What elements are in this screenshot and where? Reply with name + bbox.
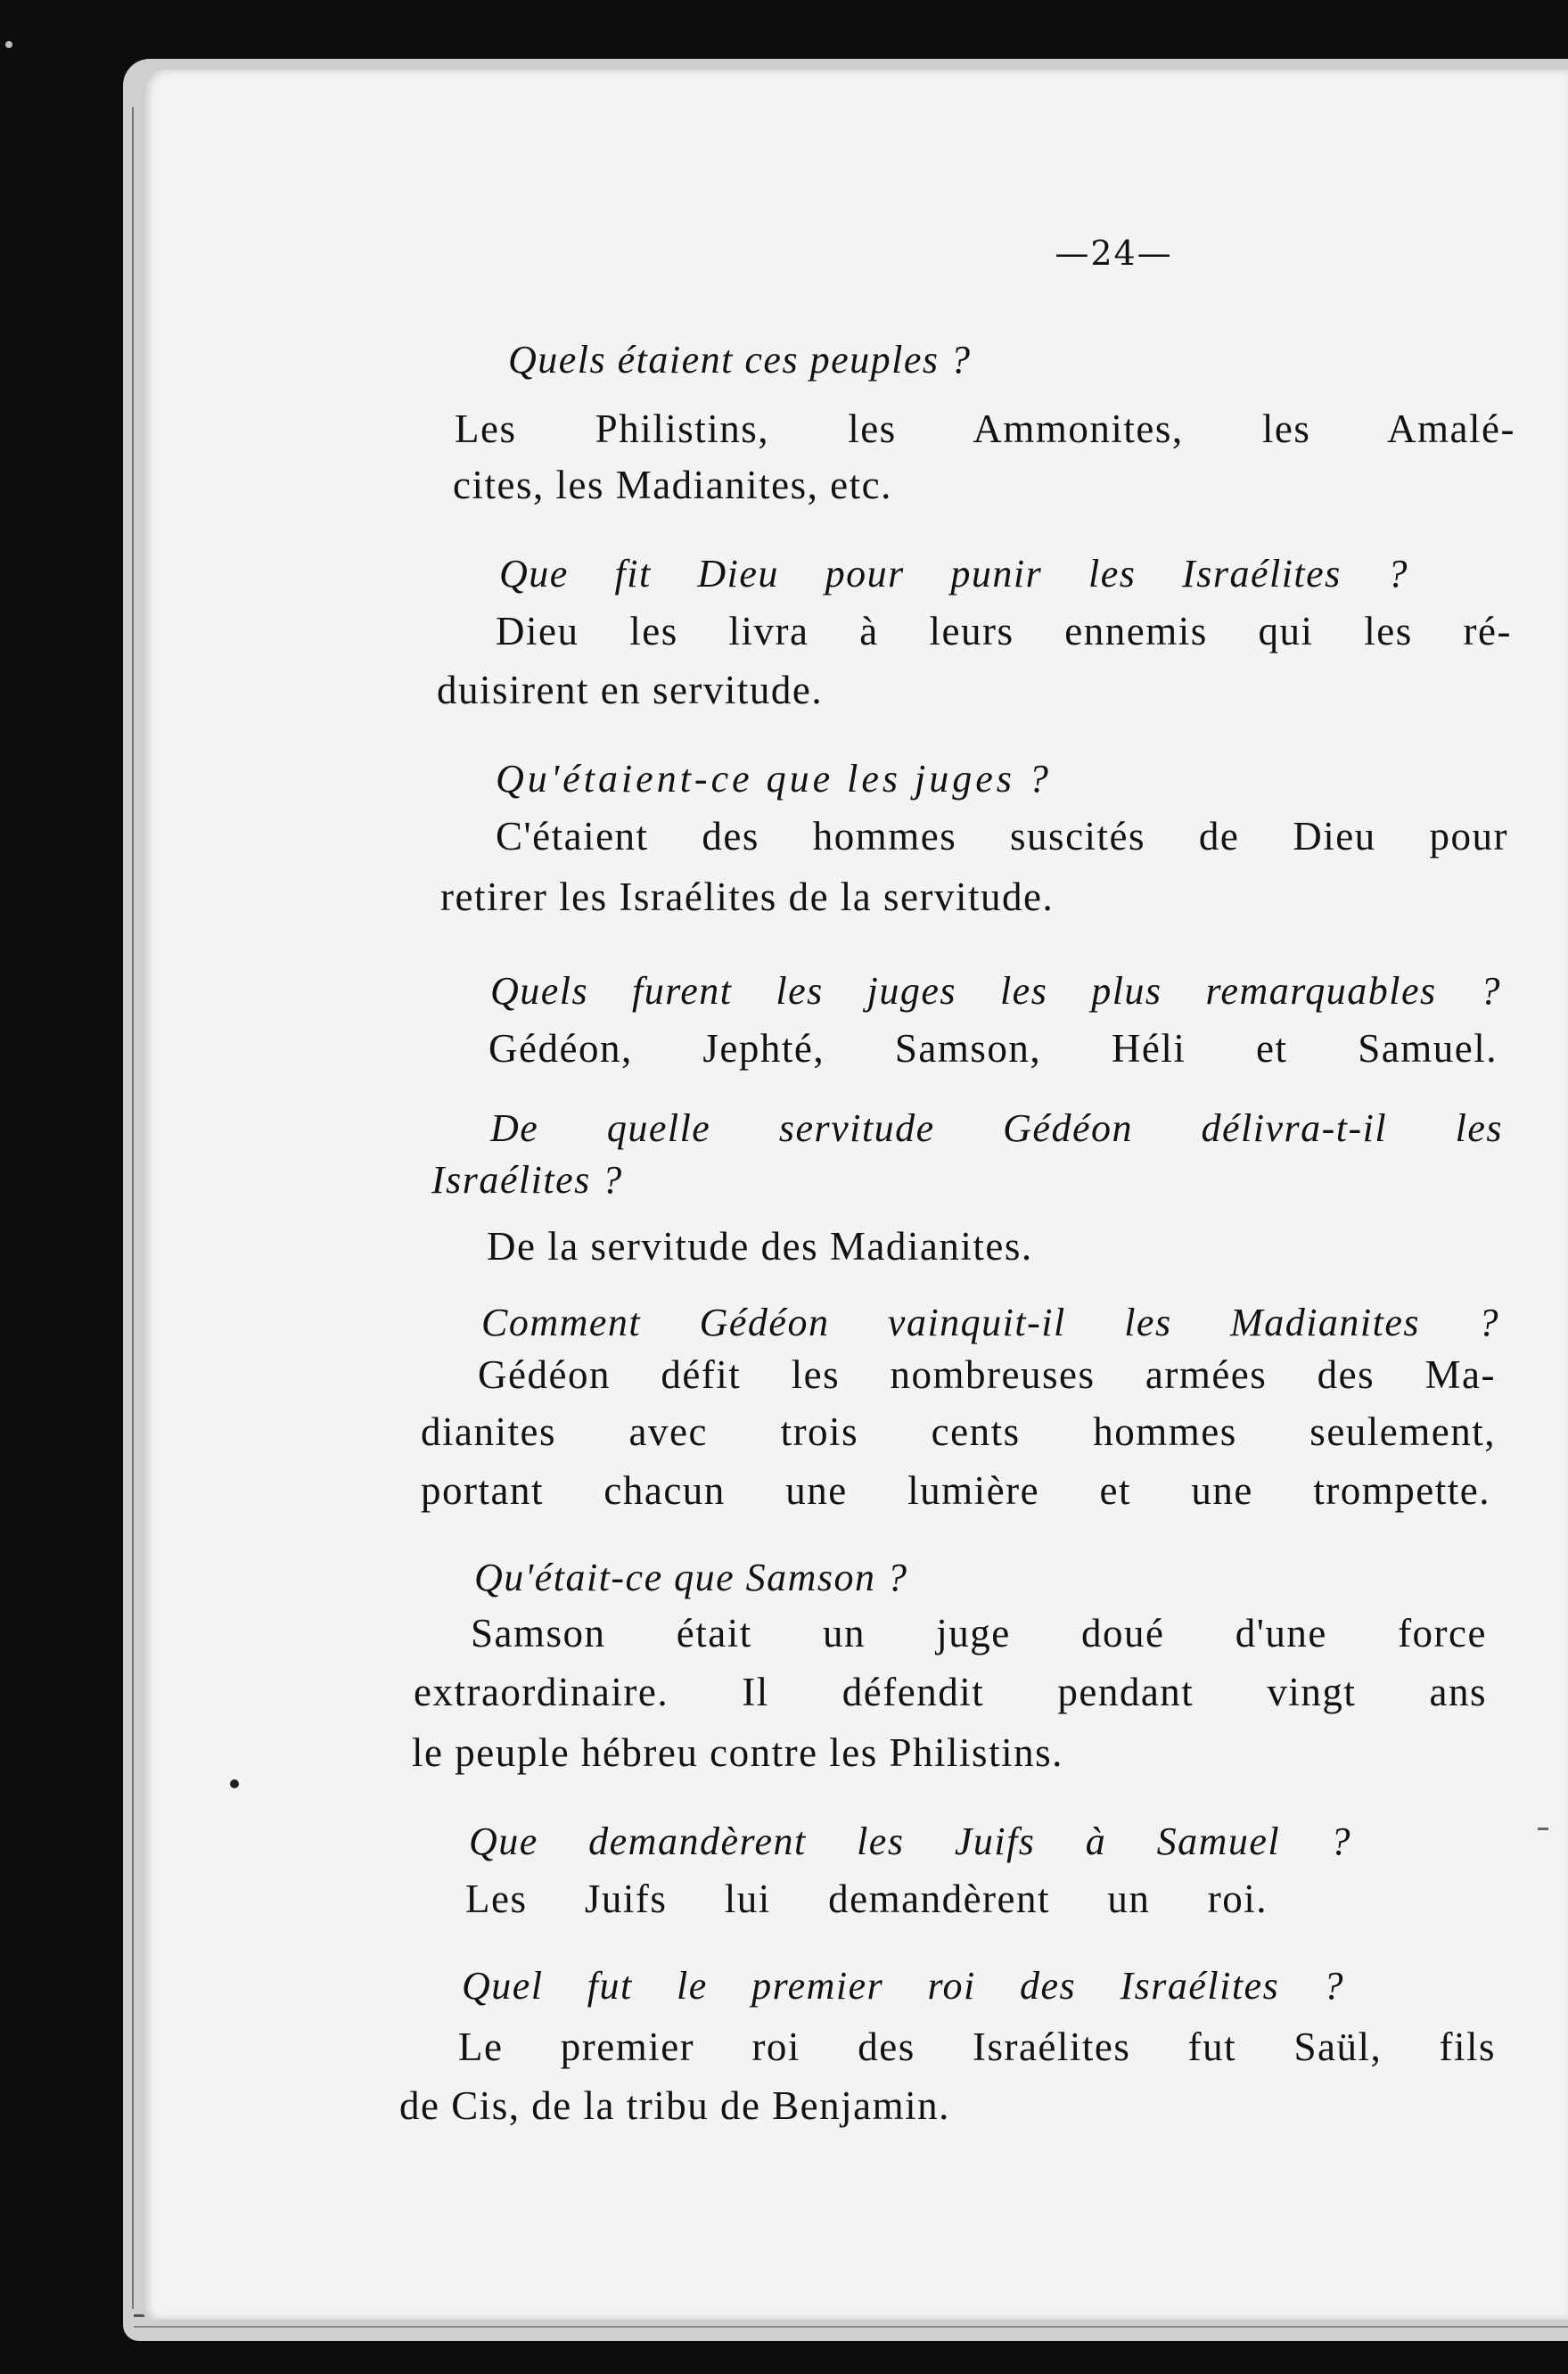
question-5-line-2: Israélites ? xyxy=(431,1158,623,1202)
scan-speck xyxy=(1538,1828,1548,1830)
page-number-text: —24— xyxy=(1055,234,1173,273)
question-8: Que demandèrent les Juifs à Samuel ? xyxy=(469,1820,1351,1863)
answer-7-line-2: extraordinaire. Il défendit pendant vingt ans xyxy=(414,1670,1487,1714)
answer-5-line-1: De la servitude des Madianites. xyxy=(487,1224,1033,1269)
question-6: Comment Gédéon vainquit-il les Madianites ? xyxy=(481,1301,1499,1344)
question-4: Quels furent les juges les plus remarquables ? xyxy=(490,969,1501,1013)
answer-7-line-1: Samson était un juge doué d'une force xyxy=(471,1611,1487,1655)
question-3: Qu'étaient-ce que les juges ? xyxy=(496,757,1052,801)
answer-6-line-3: portant chacun une lumière et une trompette. xyxy=(421,1468,1490,1513)
question-2: Que fit Dieu pour punir les Israélites ? xyxy=(499,552,1408,596)
answer-2-line-1: Dieu les livra à leurs ennemis qui les ré- xyxy=(496,609,1512,653)
scan-speck xyxy=(5,41,12,48)
answer-9-line-1: Le premier roi des Israélites fut Saül, fils xyxy=(458,2025,1496,2069)
answer-9-line-2: de Cis, de la tribu de Benjamin. xyxy=(399,2083,950,2128)
answer-6-line-1: Gédéon défit les nombreuses armées des Ma- xyxy=(478,1352,1496,1397)
answer-4-line-1: Gédéon, Jephté, Samson, Héli et Samuel. xyxy=(488,1026,1498,1071)
answer-1-line-2: cites, les Madianites, etc. xyxy=(453,463,892,507)
question-7: Qu'était-ce que Samson ? xyxy=(474,1556,908,1599)
answer-1-line-1: Les Philistins, les Ammonites, les Amalé- xyxy=(455,407,1515,451)
question-1: Quels étaient ces peuples ? xyxy=(508,338,972,382)
question-9: Quel fut le premier roi des Israélites ? xyxy=(462,1964,1344,2008)
answer-3-line-1: C'étaient des hommes suscités de Dieu pour xyxy=(496,814,1508,858)
answer-8-line-1: Les Juifs lui demandèrent un roi. xyxy=(465,1877,1268,1921)
page-number xyxy=(0,234,1568,273)
answer-3-line-2: retirer les Israélites de la servitude. xyxy=(440,875,1055,919)
answer-7-line-3: le peuple hébreu contre les Philistins. xyxy=(412,1730,1063,1775)
answer-2-line-2: duisirent en servitude. xyxy=(437,668,824,712)
scan-speck xyxy=(230,1779,239,1788)
answer-6-line-2: dianites avec trois cents hommes seulement, xyxy=(421,1409,1496,1454)
question-5-line-1: De quelle servitude Gédéon délivra-t-il les xyxy=(490,1106,1503,1150)
